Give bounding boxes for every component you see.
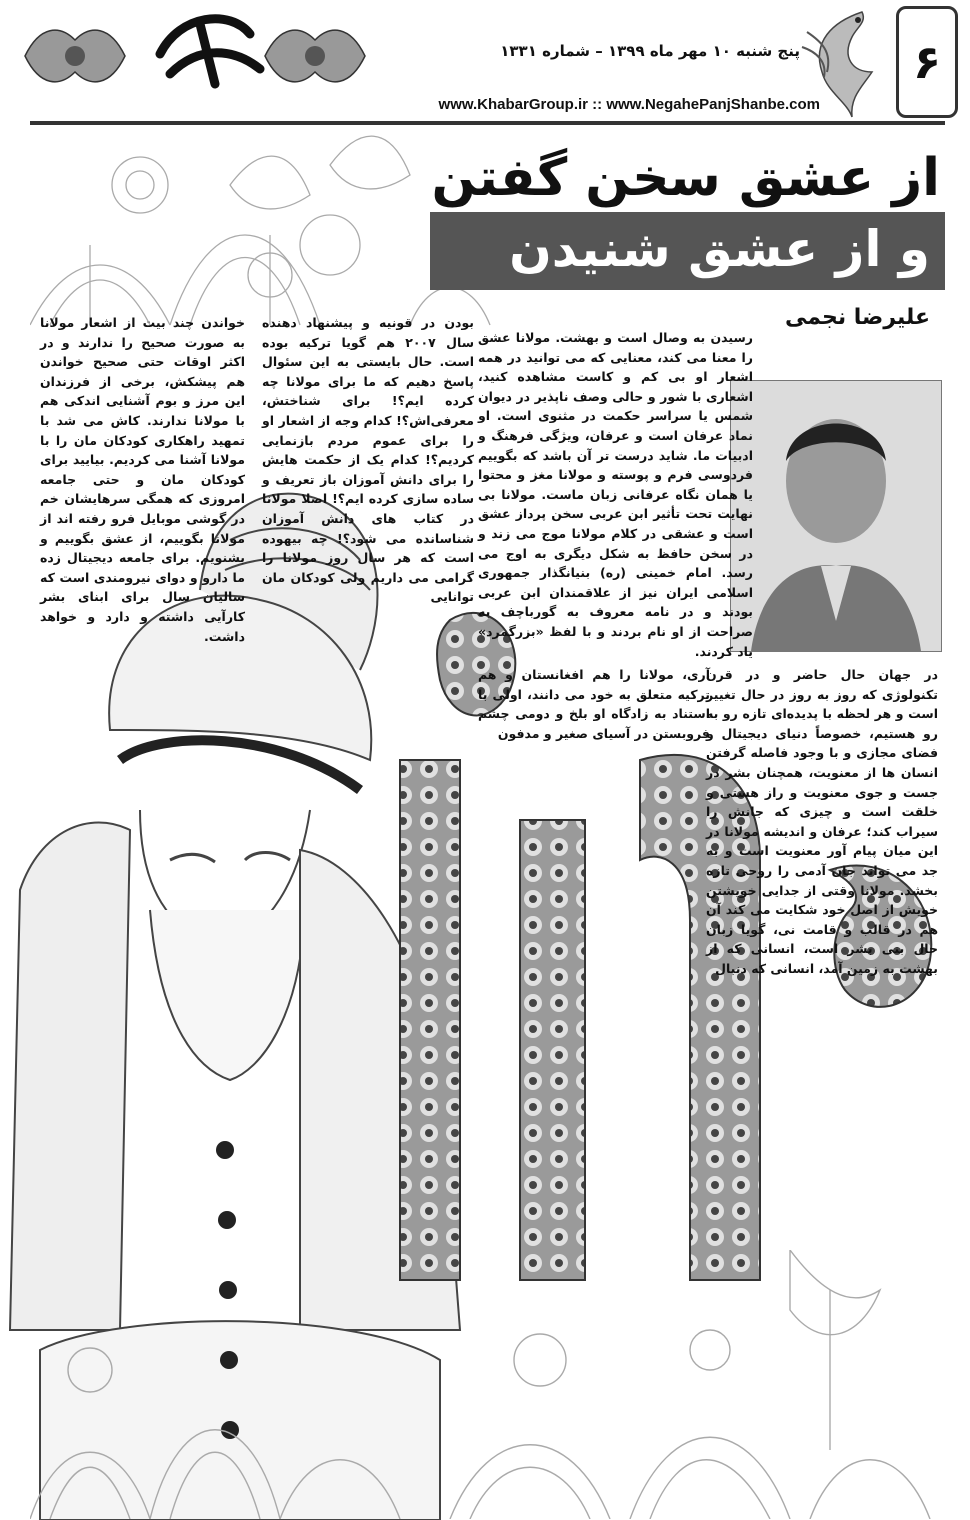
article-title-line-2: و از عشق شنیدن — [509, 220, 930, 278]
article-column-middle: بودن در قونیه و پیشنهاد دهنده سال ۲۰۰۷ هم گویا ترکیه بوده است. حال بایستی به این سئوال پاسخ دهیم که ما برای مولانا چه کرده ایم؟! برای شناختش، معرفی‌اش؟! کدام وجه از اشعار او را برای عموم مردم بازنمایی کردیم؟! کدام یک از حکمت هایش را برای دانش آموزان باز تعریف و ساده سازی کرده ایم؟! اصلا مولانا در کتاب های دانش آموزان شناسانده می شود؟! چه بیهوده است که هر سال روز مولانا را گرامی می داریم ولی کودکان مان توانایی — [262, 315, 474, 605]
website-links[interactable]: www.KhabarGroup.ir :: www.NegahePanjShanbe.com — [438, 96, 820, 113]
issue-date-line: پنج شنبه ۱۰ مهر ماه ۱۳۹۹ – شماره ۱۳۳۱ — [500, 42, 800, 60]
article-column-right-upper: رسیدن به وصال است و بهشت. مولانا عشق را معنا می کند، معنایی که می توانید در همه اشعار او بی کم و کاست مشاهده کنید، اشعاری با شور و حالی وصف ناپذیر در دیوان شمس یا سراسر حکمت در مثنوی است. او نماد عرفان است و عرفان، ویژگی فرهنگ و ادبیات ما. شاید درست تر آن باشد که بگوییم فردوسی فرم و پوسته و مولانا مغز و محتوا یا همان نگاه عرفانی زبان ماست. مولانا بی نهایت تحت تأثیر ابن عربی سخن پرداز عشق است و عشقی در کلام مولانا موج می زند و در سخن حافظ به شکل دیگری به اوج می رسد. امام خمینی (ره) بنیانگذار جمهوری اسلامی ایران نیز از علاقمندان ابن عربی بودند و در نامه معروف به گورباچف به صراحت از او نام بردند و با لفظ «بزرگمرد» یاد کردند. — [478, 330, 753, 659]
masthead-logo — [140, 4, 275, 94]
article-column-far-right: در جهان حال حاضر و در قرن تکنولوژی که روز به روز در حال تغییر است و هر لحظه با پدیده‌ای تازه رو به رو هستیم، خصوصاً دنیای دیجیتال و فضای مجازی و با وجود فاصله گرفتن انسان ها از معنویت، همچنان بشر در جست و جوی معنویت و راز هستی و خلقت است و چیزی که جانش را سیراب کند؛ عرفان و اندیشه مولانا در این میان پیام آور معنویت است و به جد می تواند جان آدمی را روحی تازه بخشد. مولانا وقتی از جدایی خویشتن خویش از اصل خود شکایت می کند آن هم در قالب و قامت نی، گویا زبان حال بنی بشر است، انسانی که از بهشت به زمین آمد، انسانی که دنبال — [706, 667, 938, 976]
article-column-left: خواندن چند بیت از اشعار مولانا به صورت صحیح را ندارند و در اکثر اوقات حتی صحیح خواندن هم پیشکش، برخی از فرزندان این مرز و بوم آشنایی اندکی هم با مولانا ندارند. کاش می شد با تمهید راهکاری کودکان مان را با مولانا آشنا می کردیم. بیایید برای کودکان مان و حتی جامعه امروزی که همگی سرهایشان خم در گوشی موبایل فرو رفته اند از مولانا بگوییم، از عشق بگوییم و بشنویم. برای جامعه دیجیتال زده ما دارو و دوای نیرومندی است که سالیان سال برای ابنای بشر کارآیی داشته و دارد و خواهد داشت. — [40, 315, 245, 644]
page-header — [0, 0, 970, 125]
article-title-line-1: از عشق سخن گفتن — [431, 148, 940, 208]
ornament-left-icon — [20, 20, 130, 92]
author-byline: علیرضا نجمی — [785, 305, 930, 330]
ornament-right-icon — [260, 20, 370, 92]
page-number: ۶ — [896, 6, 958, 118]
author-photo — [730, 380, 942, 652]
article-column-right-lower: آری، مولانا را هم افغانستان و هم ترکیه متعلق به خود می دانند، اولی با استناد به زادگاه او بلخ و دومی چشم فروبستن در آسیای صغیر و مدفون — [478, 667, 710, 741]
floral-line-art-bottom — [30, 1250, 945, 1519]
